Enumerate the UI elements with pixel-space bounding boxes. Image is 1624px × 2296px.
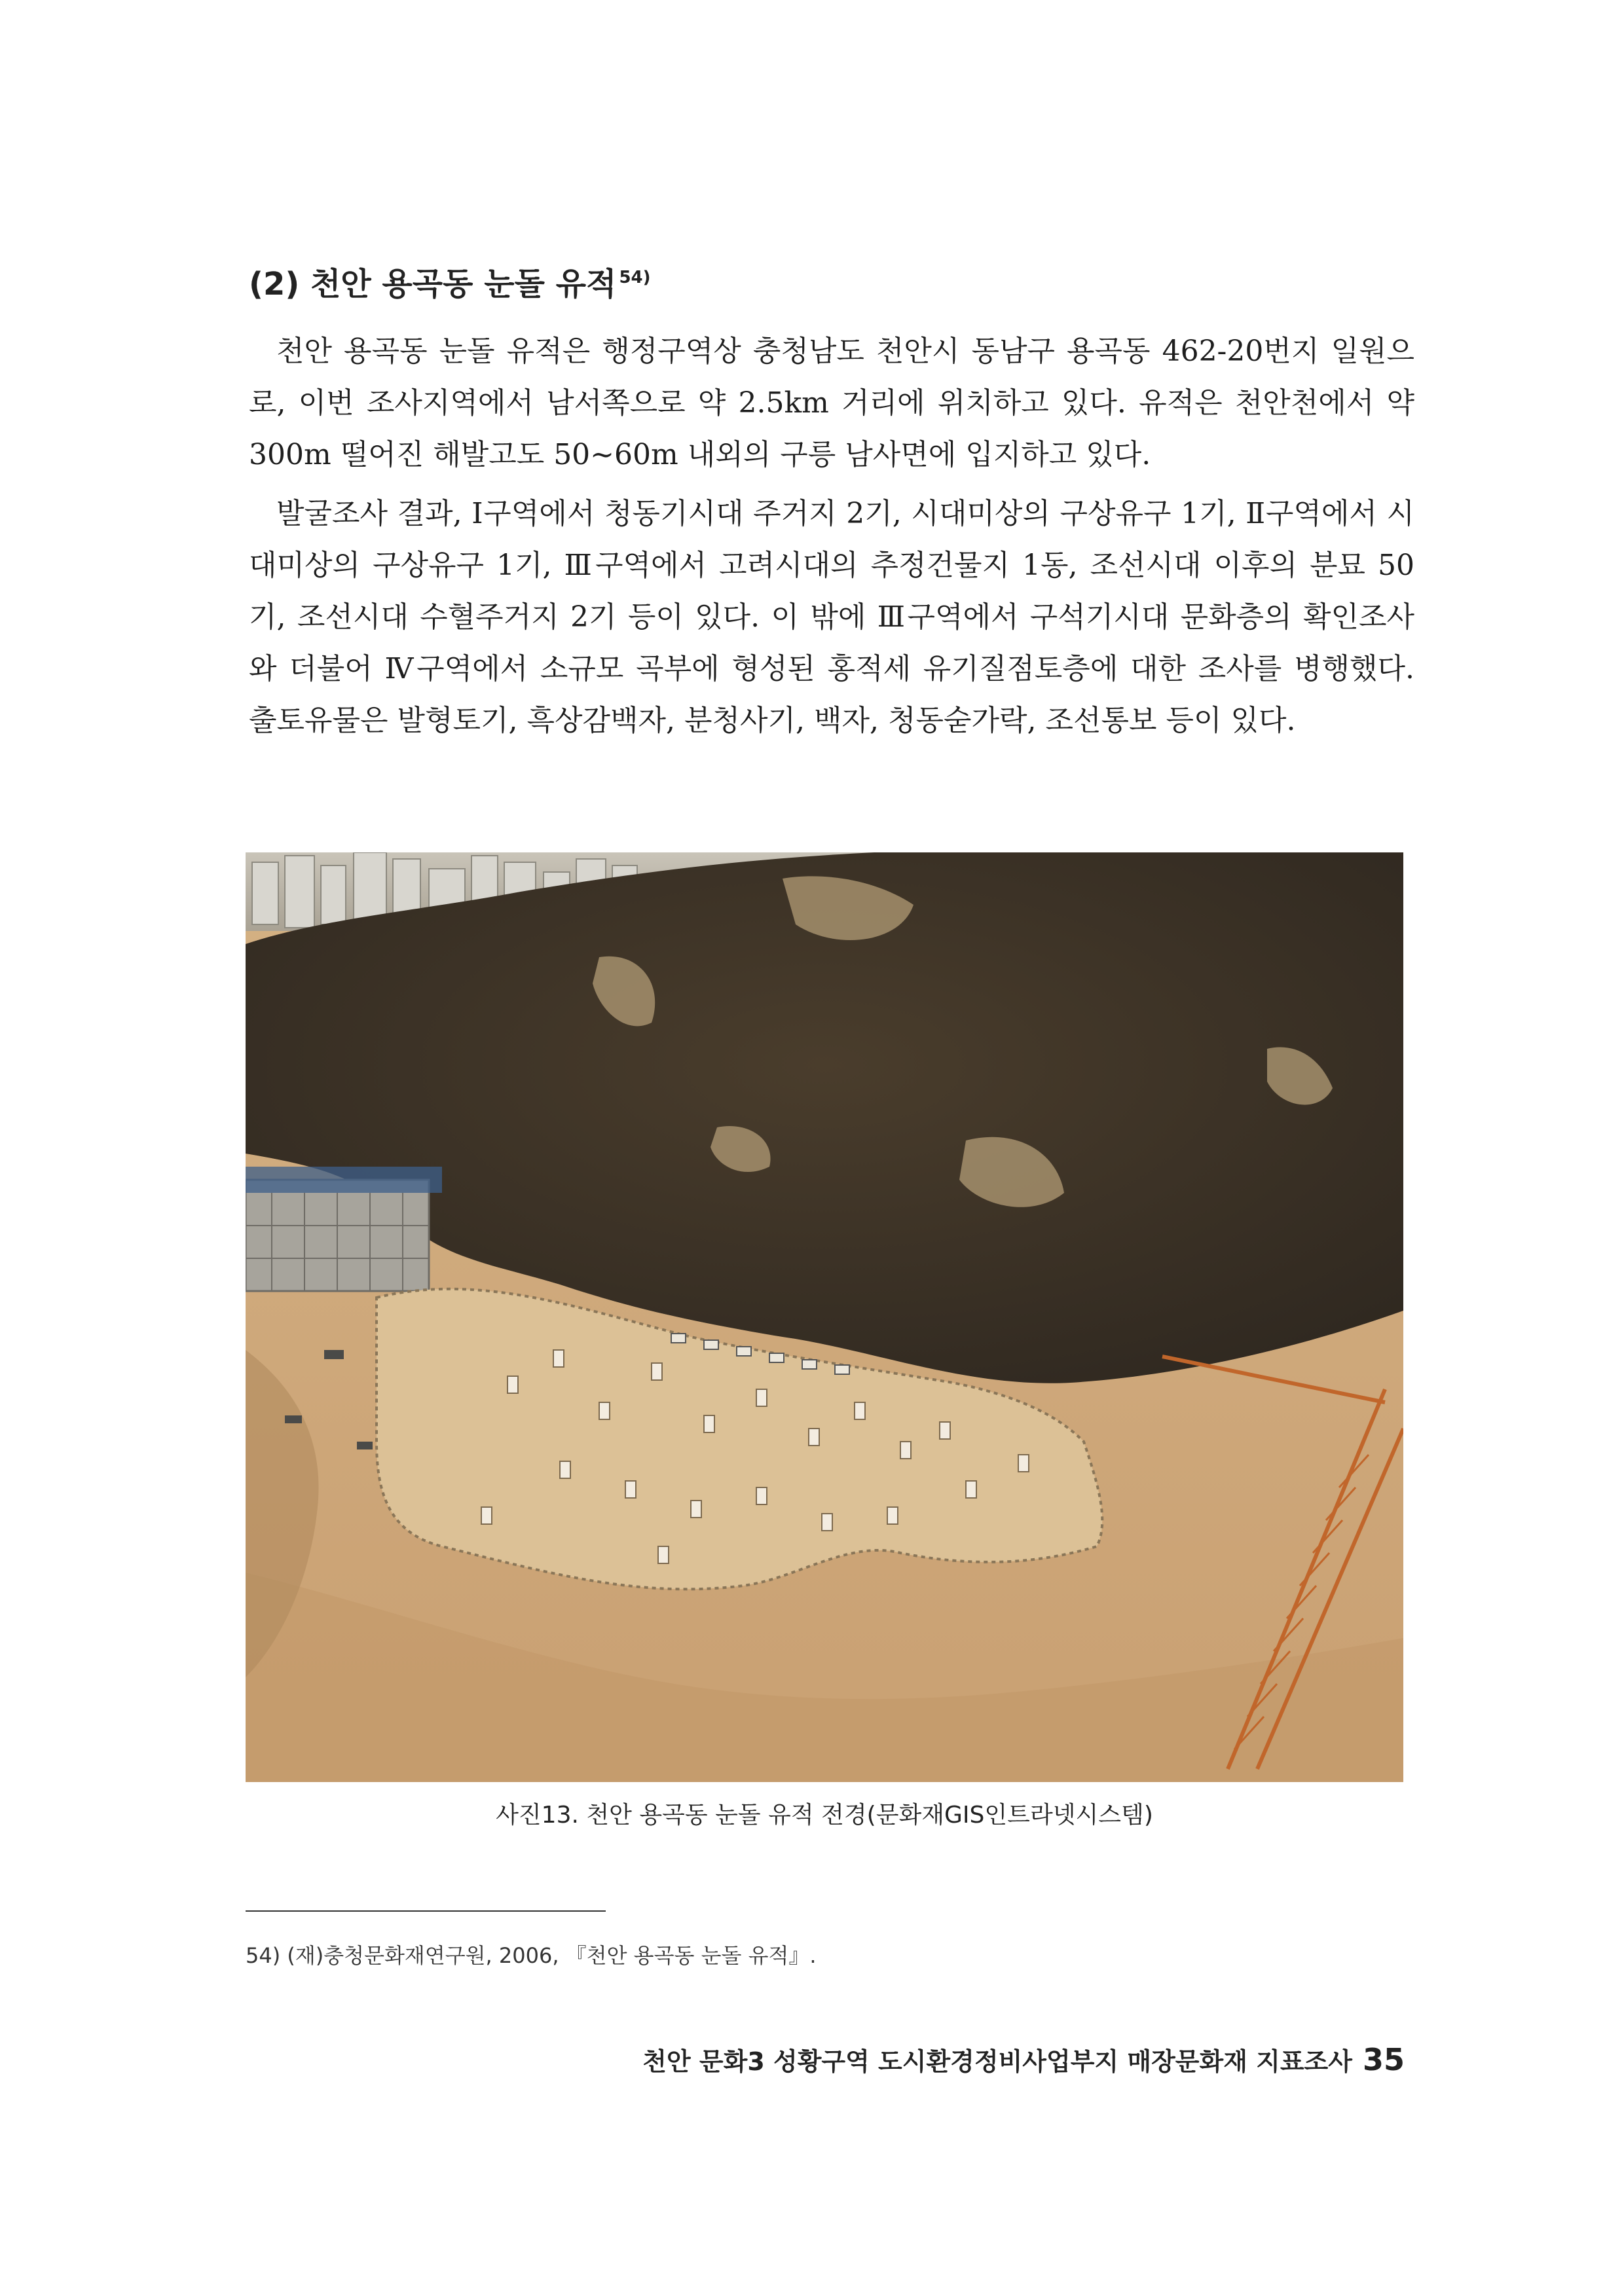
page-number: 35: [1362, 2042, 1405, 2077]
footnote-divider: [246, 1910, 606, 1912]
aerial-site-photo: [246, 852, 1403, 1782]
body-paragraph-1: 천안 용곡동 눈돌 유적은 행정구역상 충청남도 천안시 동남구 용곡동 462-20번지 일원으로, 이번 조사지역에서 남서쪽으로 약 2.5km 거리에 위치하고 있다. 유적은 천안천에서 약 300m 떨어진 해발고도 50∼60m 내외의 구릉 남사면에 입지하고 있다.: [249, 335, 1414, 471]
footnote-reference[interactable]: 54): [619, 268, 651, 287]
running-footer-title: 천안 문화3 성황구역 도시환경정비사업부지 매장문화재 지표조사: [642, 2047, 1352, 2076]
section-heading-text: (2) 천안 용곡동 눈돌 유적: [249, 266, 617, 302]
body-paragraph-2: 발굴조사 결과, Ⅰ구역에서 청동기시대 주거지 2기, 시대미상의 구상유구 1기, Ⅱ구역에서 시대미상의 구상유구 1기, Ⅲ구역에서 고려시대의 추정건물지 1동, 조선시대 이후의 분묘 50기, 조선시대 수혈주거지 2기 등이 있다. 이 밖에 Ⅲ구역에서 구석기시대 문화층의 확인조사와 더불어 Ⅳ구역에서 소규모 곡부에 형성된 홍적세 유기질점토층에 대한 조사를 병행했다. 출토유물은 발형토기, 흑상감백자, 분청사기, 백자, 청동숟가락, 조선통보 등이 있다.: [249, 497, 1414, 737]
section-heading: [249, 259, 651, 304]
footnote-54: 54) (재)충청문화재연구원, 2006, 『천안 용곡동 눈돌 유적』.: [246, 1943, 817, 1968]
running-footer: [642, 2041, 1405, 2077]
photo-caption: 사진13. 천안 용곡동 눈돌 유적 전경(문화재GIS인트라넷시스템): [496, 1802, 1153, 1829]
